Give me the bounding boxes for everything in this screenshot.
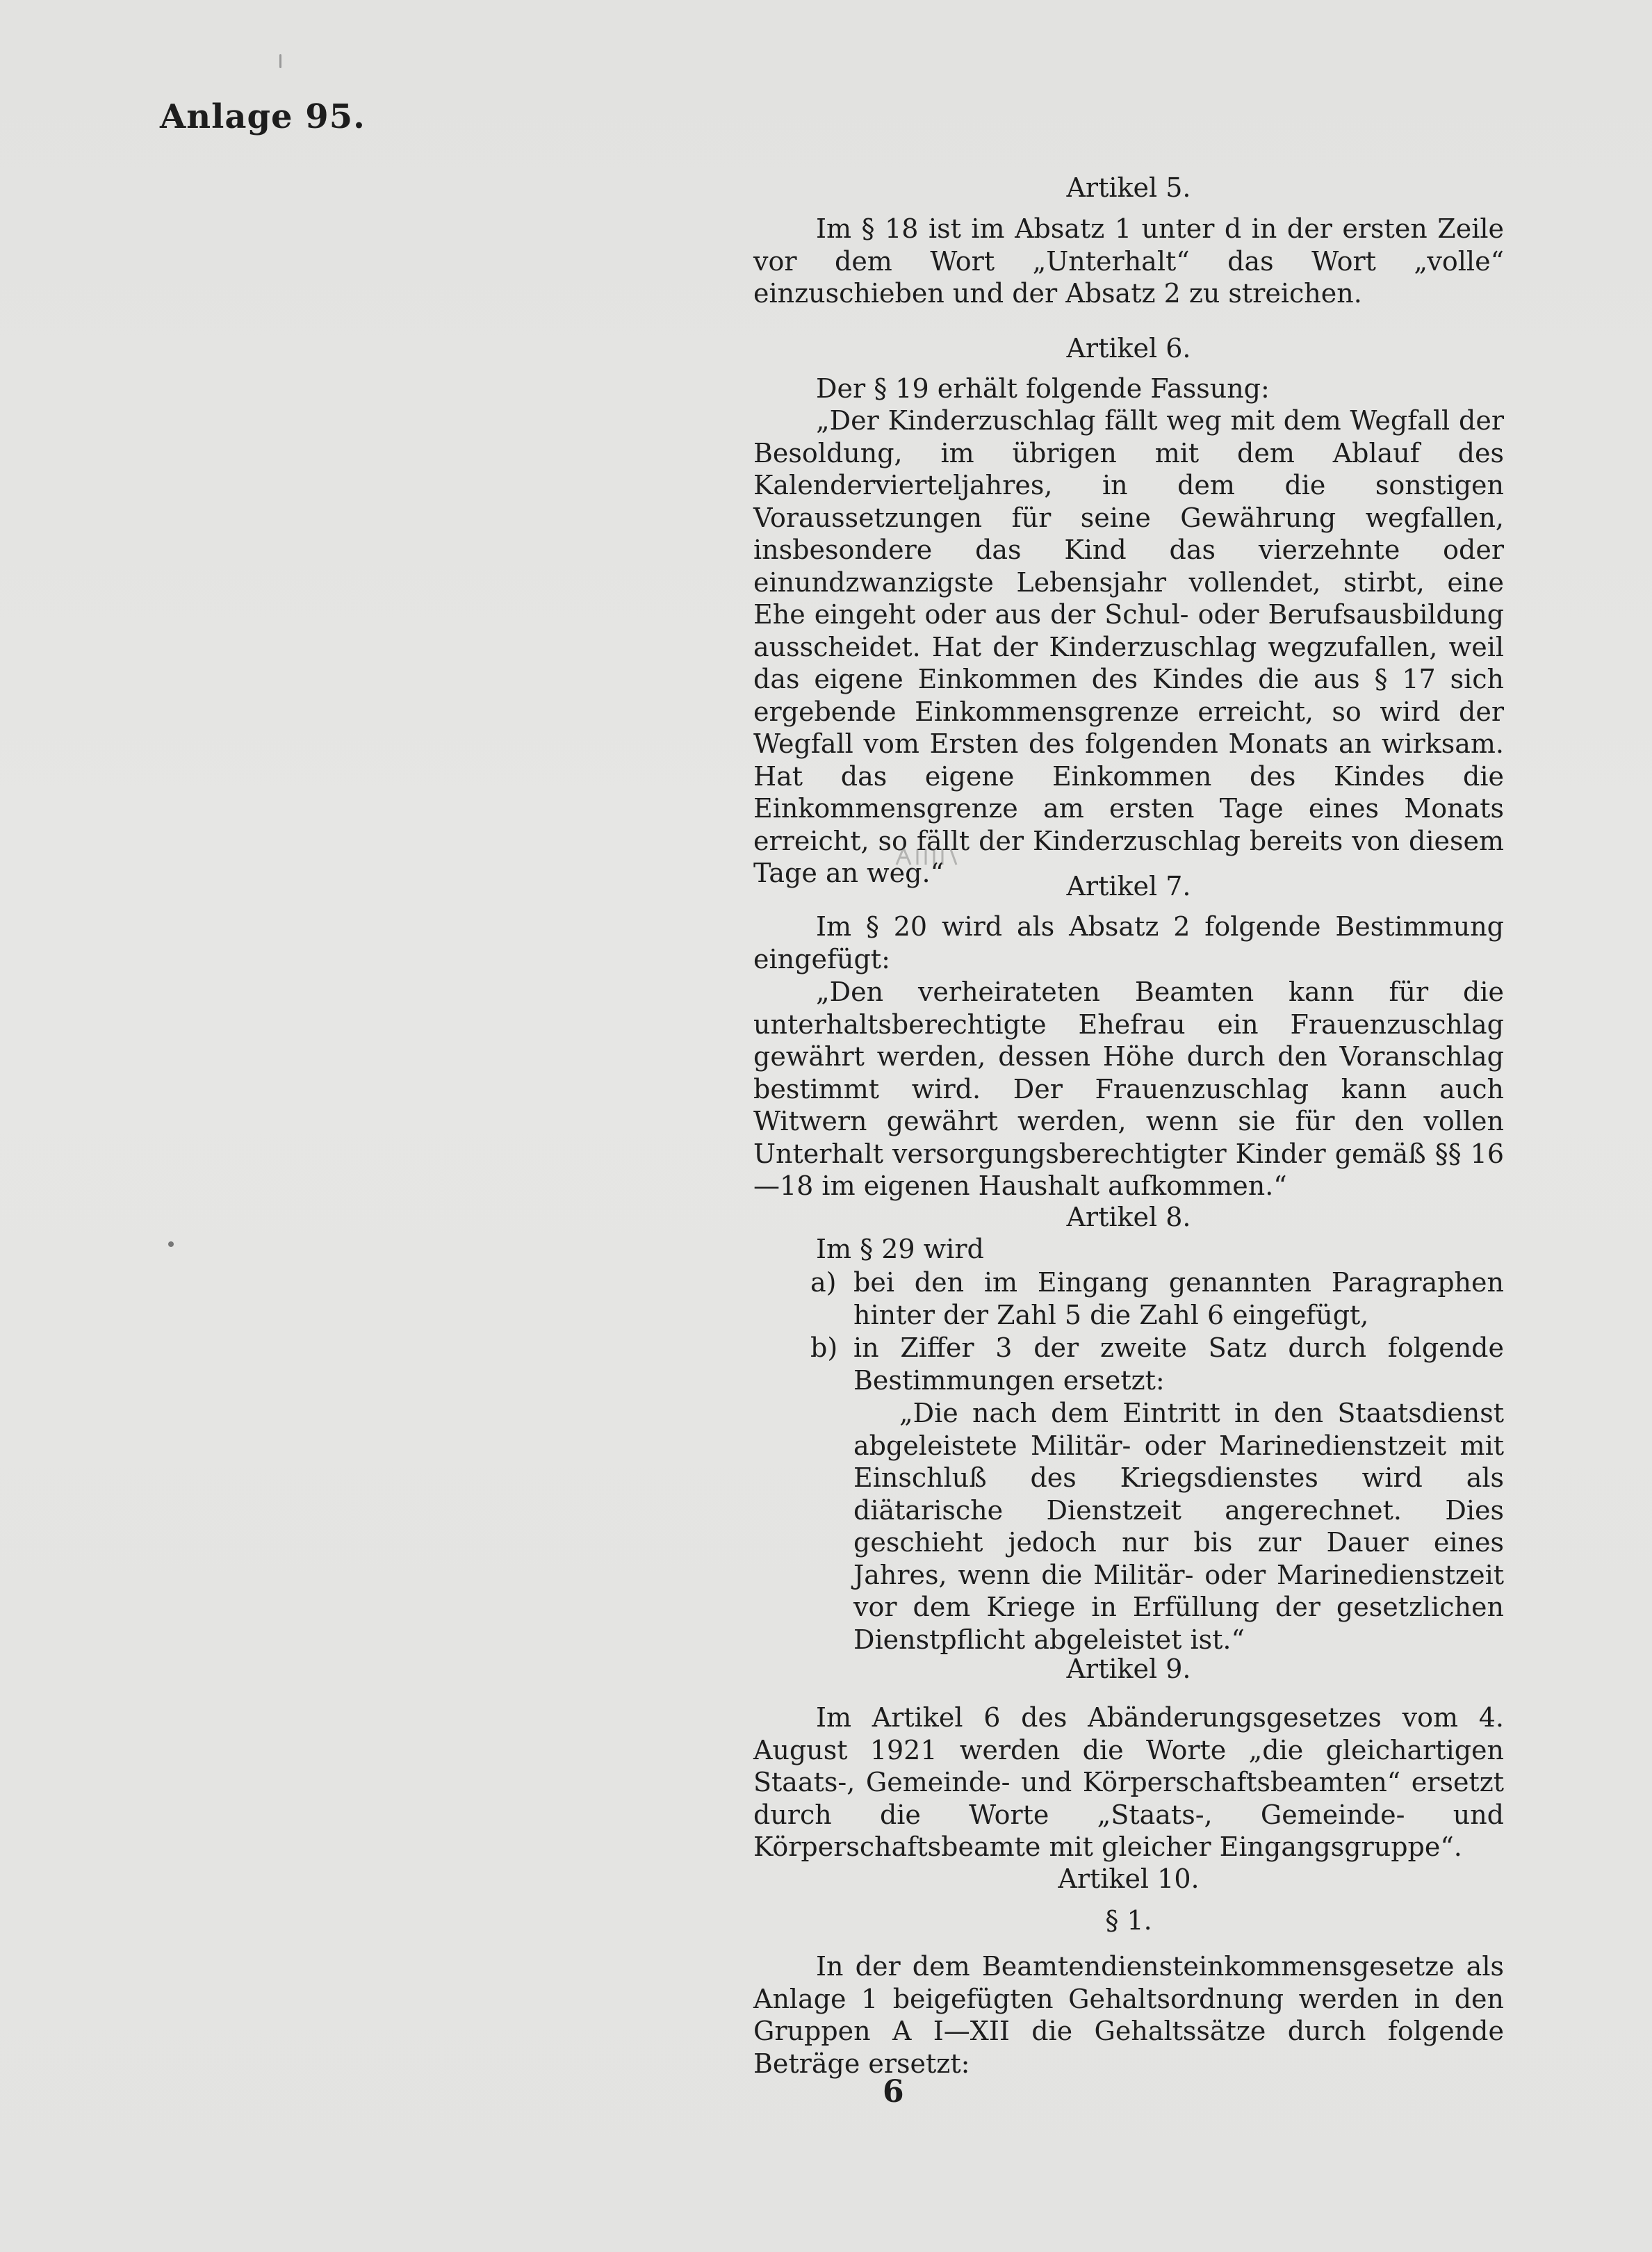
- page-number: 6: [883, 2074, 904, 2110]
- article-7-quote: „Den verheirateten Beamten kann für die unterhaltsberechtigte Ehefrau ein Frauenzuschlag gewährt werden, dessen Höhe durch den Voranschlag bestimmt wird. Der Frauenzuschlag kann auch Witwern gewährt werden, wenn sie für den vollen Unterhalt versorgungsberechtigter Kinder gemäß §§ 16—18 im eigenen Haushalt aufkommen.“: [753, 977, 1504, 1201]
- annex-label: Anlage 95.: [160, 97, 366, 136]
- article-8-item-a: [810, 1266, 1504, 1331]
- article-8-heading: Artikel 8.: [1066, 1202, 1191, 1232]
- article-7-heading: Artikel 7.: [1066, 871, 1191, 901]
- item-b-letter: b): [810, 1332, 838, 1363]
- article-6-heading: Artikel 6.: [1066, 333, 1191, 364]
- article-10-text: In der dem Beamtendiensteinkommensgesetze als Anlage 1 beigefügten Gehaltsordnung werden in den Gruppen A I—XII die Gehaltssätze durch folgende Beträge ersetzt:: [753, 1951, 1504, 2079]
- article-7-intro: Im § 20 wird als Absatz 2 folgende Bestimmung eingefügt:: [753, 911, 1504, 974]
- item-a-text: bei den im Eingang genannten Paragraphen hinter der Zahl 5 die Zahl 6 eingefügt,: [853, 1267, 1504, 1330]
- faint-stamp-mark: [894, 844, 960, 867]
- article-8-intro: Im § 29 wird: [816, 1234, 984, 1264]
- article-6-intro: Der § 19 erhält folgende Fassung:: [816, 373, 1270, 404]
- paper-speck: [168, 1241, 174, 1247]
- article-6-quote: „Der Kinderzuschlag fällt weg mit dem Wegfall der Besoldung, im übrigen mit dem Ablauf des Kalendervierteljahres, in dem die sonstigen Voraussetzungen für seine Gewährung wegfallen, insbesondere das Kind das vierzehnte oder einundzwanzigste Lebensjahr vollendet, stirbt, eine Ehe eingeht oder aus der Schul- oder Berufsausbildung ausscheidet. Hat der Kinderzuschlag wegzufallen, weil das eigene Einkommen des Kindes die aus § 17 sich ergebende Einkommensgrenze erreicht, so wird der Wegfall vom Ersten des folgenden Monats an wirksam. Hat das eigene Einkommen des Kindes die Einkommensgrenze am ersten Tage eines Monats erreicht, so fällt der Kinderzuschlag bereits von diesem Tage an weg.“: [753, 405, 1504, 888]
- paper-mark: [279, 54, 281, 68]
- article-9-heading: Artikel 9.: [1066, 1654, 1191, 1684]
- article-10-heading: Artikel 10.: [1058, 1863, 1200, 1894]
- article-10-paragraph-sign: § 1.: [1105, 1905, 1152, 1936]
- article-5-text: Im § 18 ist im Absatz 1 unter d in der ersten Zeile vor dem Wort „Unterhalt“ das Wort „volle“ einzuschieben und der Absatz 2 zu streichen.: [753, 213, 1504, 309]
- article-9-text: Im Artikel 6 des Abänderungsgesetzes vom 4. August 1921 werden die Worte „die gleichartigen Staats-, Gemeinde- und Körperschaftsbeamten“ ersetzt durch die Worte „Staats-, Gemeinde- und Körperschaftsbeamte mit gleicher Eingangsgruppe“.: [753, 1702, 1504, 1862]
- item-b-text: in Ziffer 3 der zweite Satz durch folgende Bestimmungen ersetzt:: [853, 1332, 1504, 1396]
- article-5-heading: Artikel 5.: [1066, 172, 1191, 203]
- item-a-letter: a): [810, 1267, 837, 1298]
- article-8-item-b: [810, 1332, 1504, 1396]
- article-8-quote: „Die nach dem Eintritt in den Staatsdienst abgeleistete Militär- oder Marinedienstzeit mit Einschluß des Kriegsdienstes wird als diätarische Dienstzeit angerechnet. Dies geschieht jedoch nur bis zur Dauer eines Jahres, wenn die Militär- oder Marinedienstzeit vor dem Kriege in Erfüllung der gesetzlichen Dienstpflicht abgeleistet ist.“: [853, 1398, 1504, 1655]
